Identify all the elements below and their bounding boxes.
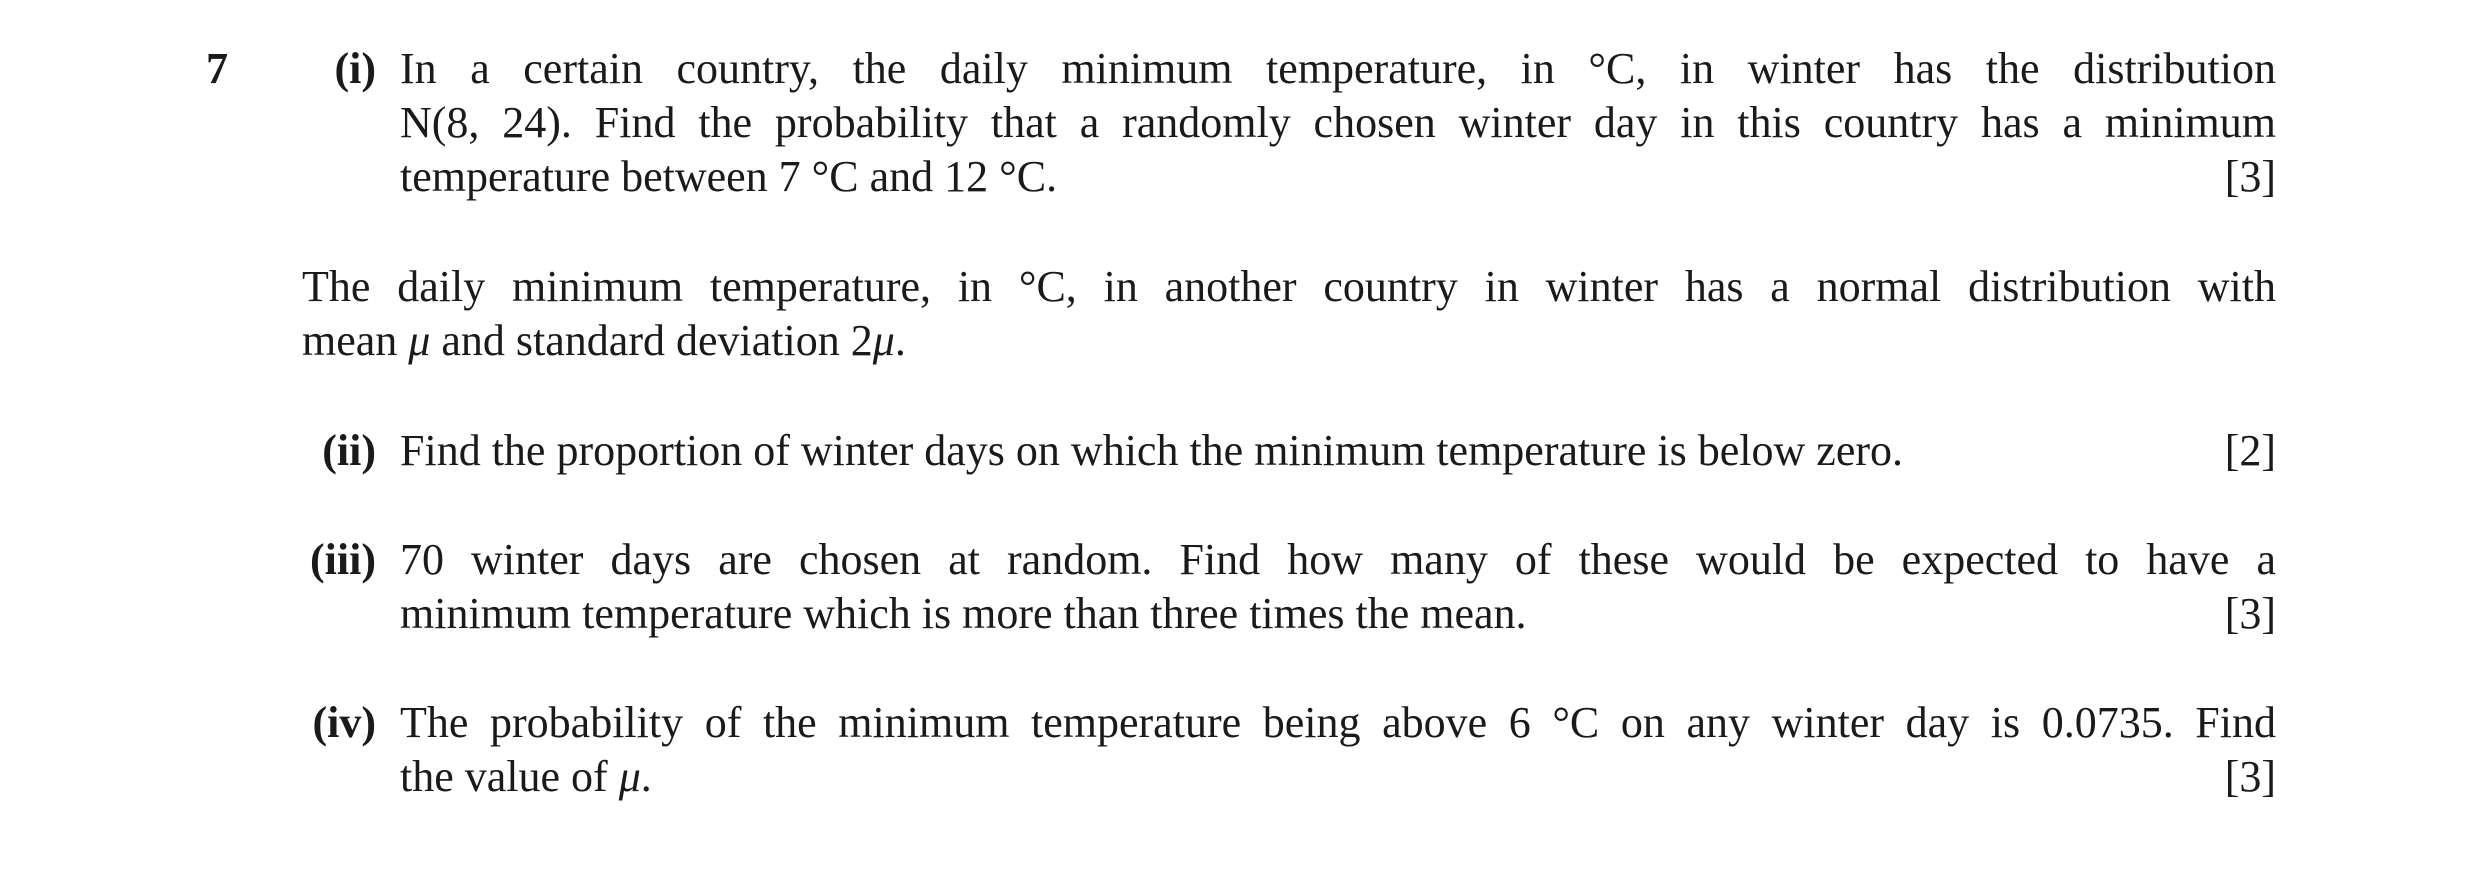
part-iv [290,696,2276,804]
part-ii-row [400,424,2276,478]
part-iv-mu-symbol: μ [618,752,641,801]
part-iv-line-1: The probability of the minimum temperature being above 6 °C on any winter day is 0.0735. Find [400,698,2276,747]
stem-line-2 [302,314,2276,368]
part-iii-line-2-row [400,587,2276,641]
part-iii [290,533,2276,641]
part-iv-body [400,696,2276,804]
stem-line-2-mid: and standard deviation 2 [430,316,873,365]
stem-line-2-post: . [894,316,906,365]
part-iv-line-2-post: . [640,752,652,801]
part-iii-marks: [3] [2224,589,2276,638]
question-number: 7 [206,44,228,93]
part-iv-marks: [3] [2224,752,2276,801]
part-i [290,42,2276,204]
part-iv-label: (iv) [312,698,376,747]
part-iii-line-2: minimum temperature which is more than three times the mean. [400,589,1527,638]
stem-mu-symbol: μ [408,316,431,365]
part-i-line-2: N(8, 24). Find the probability that a randomly chosen winter day in this country has a minimum [400,98,2276,147]
part-iii-body [400,533,2276,641]
part-i-line-3-row [400,150,2276,204]
part-i-line-1: In a certain country, the daily minimum temperature, in °C, in winter has the distribution [400,44,2276,93]
part-ii-label: (ii) [322,426,376,475]
part-ii [290,424,2276,478]
part-iii-line-1: 70 winter days are chosen at random. Find how many of these would be expected to have a [400,535,2276,584]
question-stem [302,260,2276,368]
part-iv-line-2-row [400,750,2276,804]
part-i-body [400,42,2276,204]
part-ii-body [400,424,2276,478]
part-i-marks: [3] [2224,152,2276,201]
part-iv-line-2-pre: the value of [400,752,619,801]
part-iii-label: (iii) [310,535,376,584]
part-i-line-3: temperature between 7 °C and 12 °C. [400,152,1058,201]
stem-line-2-pre: mean [302,316,409,365]
part-ii-text: Find the proportion of winter days on which the minimum temperature is below zero. [400,426,1904,475]
part-i-label: (i) [334,44,376,93]
stem-mu-symbol-2: μ [872,316,895,365]
stem-line-1: The daily minimum temperature, in °C, in another country in winter has a normal distribution with [302,262,2276,311]
part-ii-marks: [2] [2224,426,2276,475]
